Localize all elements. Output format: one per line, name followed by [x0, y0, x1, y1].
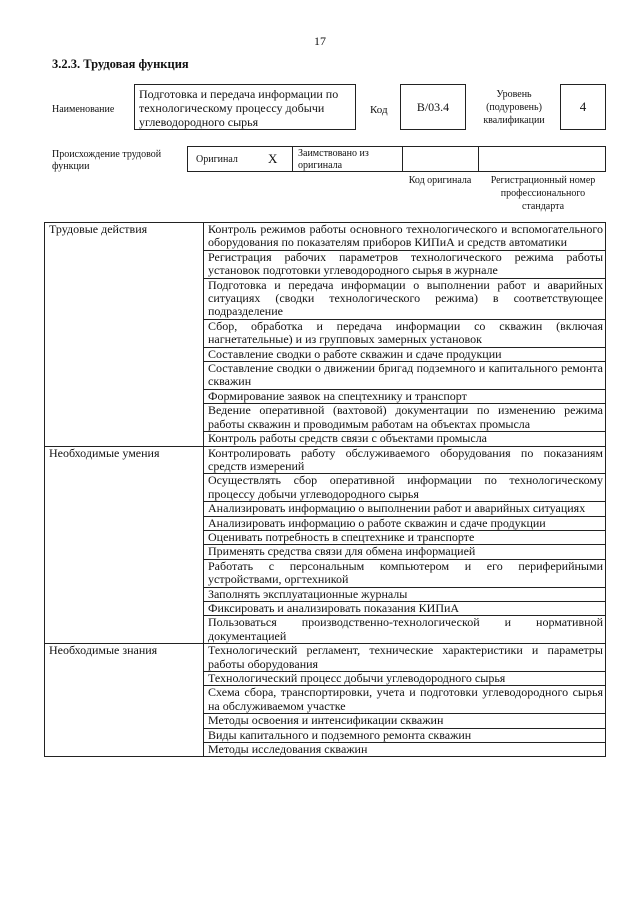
- labor-function-table: [44, 222, 606, 757]
- code-label: Код: [370, 104, 388, 116]
- code-value: B/03.4: [400, 84, 466, 130]
- section-item: Методы исследования скважин: [204, 743, 606, 757]
- section-item: Составление сводки о движении бригад подземного и капитального ремонта скважин: [204, 362, 606, 390]
- section-item: Оценивать потребность в спецтехнике и транспорте: [204, 530, 606, 544]
- section-item: Регистрация рабочих параметров технологического режима работы установок подготовки углеводородного сырья в журнале: [204, 250, 606, 278]
- level-label: Уровень (подуровень) квалификации: [483, 89, 545, 126]
- section-item: Анализировать информацию о работе скважин и сдаче продукции: [204, 516, 606, 530]
- section-item: Фиксировать и анализировать показания КИПиА: [204, 601, 606, 615]
- section-item: Контроль работы средств связи с объектами промысла: [204, 432, 606, 446]
- table-row: [45, 644, 606, 672]
- original-mark: X: [268, 151, 278, 166]
- origin-label: Происхождение трудовой функции: [52, 149, 162, 172]
- section-item: Контроль режимов работы основного технологического и вспомогательного оборудования по показателям приборов КИПиА и средств автоматики: [204, 223, 606, 251]
- section-item: Работать с персональным компьютером и его периферийными устройствами, оргтехникой: [204, 559, 606, 587]
- origin-divider: [402, 147, 403, 171]
- table-row: [45, 223, 606, 251]
- code-original-label: Код оригинала: [408, 175, 472, 186]
- origin-divider: [478, 147, 479, 171]
- section-item: Сбор, обработка и передача информации со скважин (включая нагнетательные) и из групповых замерных установок: [204, 319, 606, 347]
- reg-number-label: Регистрационный номер профессионального стандарта: [490, 175, 596, 212]
- section-item: Формирование заявок на спецтехнику и транспорт: [204, 389, 606, 403]
- section-item: Технологический процесс добычи углеводородного сырья: [204, 672, 606, 686]
- section-category: Необходимые знания: [45, 644, 204, 757]
- section-item: Виды капитального и подземного ремонта скважин: [204, 728, 606, 742]
- section-item: Осуществлять сбор оперативной информации по технологическому процессу добычи углеводородного сырья: [204, 474, 606, 502]
- level-value: 4: [560, 84, 606, 130]
- table-row: [45, 446, 606, 474]
- page-number: 17: [314, 34, 326, 48]
- name-value: Подготовка и передача информации по технологическому процессу добычи углеводородного сырья: [134, 84, 356, 130]
- original-label: Оригинал: [196, 154, 238, 165]
- borrowed-label: Заимствовано из оригинала: [298, 148, 369, 171]
- section-item: Методы освоения и интенсификации скважин: [204, 714, 606, 728]
- section-title: 3.2.3. Трудовая функция: [52, 57, 189, 71]
- origin-table: [187, 146, 606, 172]
- section-item: Подготовка и передача информации о выполнении работ и аварийных ситуациях (сводки технологического режима) в соответствующее подразделение: [204, 278, 606, 319]
- section-item: Применять средства связи для обмена информацией: [204, 545, 606, 559]
- section-category: Трудовые действия: [45, 223, 204, 447]
- section-item: Схема сбора, транспортировки, учета и подготовки углеводородного сырья на обслуживаемом участке: [204, 686, 606, 714]
- section-item: Заполнять эксплуатационные журналы: [204, 587, 606, 601]
- section-item: Контролировать работу обслуживаемого оборудования по показаниям средств измерений: [204, 446, 606, 474]
- origin-divider: [292, 147, 293, 171]
- section-item: Пользоваться производственно-технологической и нормативной документацией: [204, 616, 606, 644]
- name-label: Наименование: [52, 104, 115, 115]
- section-item: Составление сводки о работе скважин и сдаче продукции: [204, 347, 606, 361]
- section-item: Анализировать информацию о выполнении работ и аварийных ситуациях: [204, 502, 606, 516]
- section-item: Технологический регламент, технические характеристики и параметры работы оборудования: [204, 644, 606, 672]
- section-item: Ведение оперативной (вахтовой) документации по изменению режима работы скважин и проводимым работам на объектах промысла: [204, 404, 606, 432]
- section-category: Необходимые умения: [45, 446, 204, 644]
